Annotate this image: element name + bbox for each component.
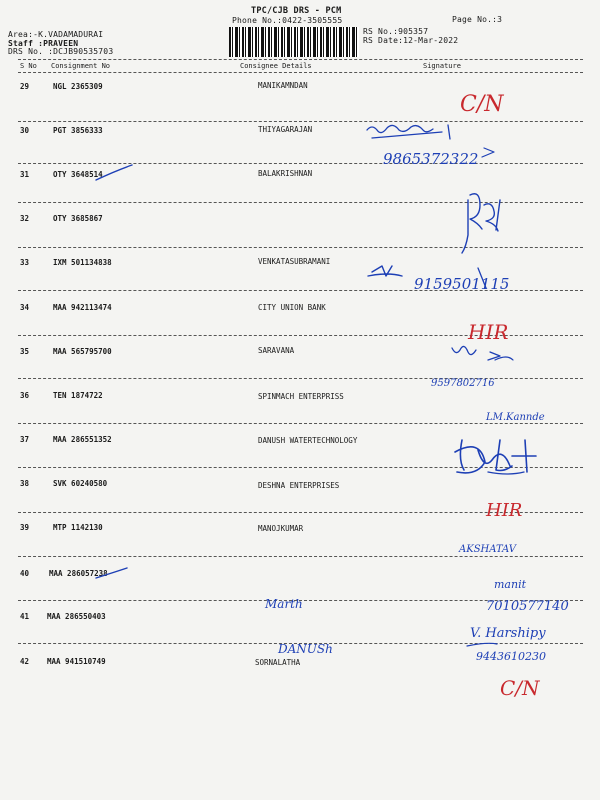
col-sno: S No [20, 62, 37, 70]
row-consignee: BALAKRISHNAN [258, 169, 313, 178]
handwritten-phone: 9159501115 [414, 275, 510, 293]
row-divider [18, 163, 583, 164]
row-consignment: SVK 60240580 [53, 479, 108, 488]
row-consignee: SPINMACH ENTERPRISS [258, 392, 344, 401]
row-consignment: NGL 2365309 [53, 82, 103, 91]
barcode [229, 27, 359, 57]
signature-scribble [367, 125, 450, 139]
row-divider [18, 643, 583, 644]
header-rule-bottom [18, 72, 583, 73]
row-divider [18, 423, 583, 424]
row-consignment: MTP 1142130 [53, 523, 103, 532]
handwritten-note: AKSHATAV [459, 544, 517, 555]
row-divider [18, 378, 583, 379]
pen-mark [495, 357, 513, 360]
staff-label: Staff :PRAVEEN [8, 39, 79, 48]
row-divider [18, 202, 583, 203]
row-consignee: MANOJKUMAR [258, 524, 304, 533]
handwritten-signature: LM.Kannde [486, 412, 545, 423]
row-consignment: MAA 286550403 [47, 612, 106, 621]
phone-number: Phone No.:0422-3505555 [232, 16, 343, 25]
rs-date: RS Date:12-Mar-2022 [363, 36, 459, 45]
row-serial: 31 [20, 170, 30, 179]
row-divider [18, 600, 583, 601]
row-consignment: MAA 941510749 [47, 657, 106, 666]
handwritten-note: manit [494, 578, 527, 591]
row-serial: 32 [20, 214, 30, 223]
row-divider [18, 121, 583, 122]
area-label: Area:-K.VADAMADURAI [8, 30, 104, 39]
row-consignment: OTY 3648514 [53, 170, 103, 179]
row-serial: 42 [20, 657, 30, 666]
row-serial: 34 [20, 303, 30, 312]
row-consignee: THIYAGARAJAN [258, 125, 313, 134]
row-divider [18, 290, 583, 291]
sheet-title: TPC/CJB DRS - PCM [251, 6, 342, 16]
handwritten-signature: V. Harshipy [470, 626, 546, 641]
row-consignment: MAA 942113474 [53, 303, 112, 312]
row-consignee: CITY UNION BANK [258, 303, 326, 312]
handwritten-hir-mark: HIR [486, 500, 523, 521]
handwritten-phone: 9443610230 [476, 650, 546, 663]
handwritten-note: Marth [265, 597, 303, 611]
row-consignment: MAA 286551352 [53, 435, 112, 444]
pen-mark [482, 148, 494, 157]
signature-scribble [368, 266, 402, 276]
row-serial: 33 [20, 258, 30, 267]
row-consignment: IXM 501134838 [53, 258, 112, 267]
handwritten-phone: 9597802716 [431, 378, 495, 389]
row-divider [18, 335, 583, 336]
row-divider [18, 247, 583, 248]
row-serial: 37 [20, 435, 30, 444]
signature-scribble [452, 346, 500, 360]
row-consignee: DESHNA ENTERPRISES [258, 481, 340, 490]
handwritten-phone: 7010577140 [486, 599, 569, 614]
col-consignee-details: Consignee Details [240, 62, 312, 70]
row-divider [18, 556, 583, 557]
row-consignment: MAA 565795700 [53, 347, 112, 356]
handwritten-note: DANUSh [278, 642, 333, 656]
handwritten-cn-mark: C/N [500, 676, 540, 700]
row-consignment: PGT 3856333 [53, 126, 103, 135]
col-consignment: Consignment No [51, 62, 111, 70]
row-serial: 36 [20, 391, 30, 400]
row-consignment: OTY 3685867 [53, 214, 103, 223]
page-number: Page No.:3 [452, 15, 503, 24]
handwritten-cn-mark: C/N [460, 92, 504, 117]
header-rule-top [18, 59, 583, 60]
row-divider [18, 512, 583, 513]
row-serial: 29 [20, 82, 30, 91]
row-serial: 39 [20, 523, 30, 532]
col-signature: Signature [423, 62, 461, 70]
rs-number: RS No.:905357 [363, 27, 429, 36]
row-serial: 35 [20, 347, 30, 356]
handwritten-phone: 9865372322 [383, 150, 479, 168]
handwritten-hir-mark: HIR [468, 320, 509, 344]
row-consignee: SARAVANA [258, 346, 295, 355]
row-consignee: VENKATASUBRAMANI [258, 257, 331, 266]
row-consignee: DANUSH WATERTECHNOLOGY [258, 436, 358, 445]
row-serial: 38 [20, 479, 30, 488]
pen-mark [478, 268, 486, 288]
row-serial: 41 [20, 612, 30, 621]
row-consignment: MAA 286057238 [49, 569, 108, 578]
row-serial: 30 [20, 126, 30, 135]
row-consignee: SORNALATHA [255, 658, 301, 667]
row-consignment: TEN 1874722 [53, 391, 103, 400]
pen-mark [488, 472, 524, 474]
row-serial: 40 [20, 569, 30, 578]
drs-number: DRS No. :DCJB90535703 [8, 47, 114, 56]
row-consignee: MANIKAMNDAN [258, 81, 308, 90]
row-divider [18, 467, 583, 468]
